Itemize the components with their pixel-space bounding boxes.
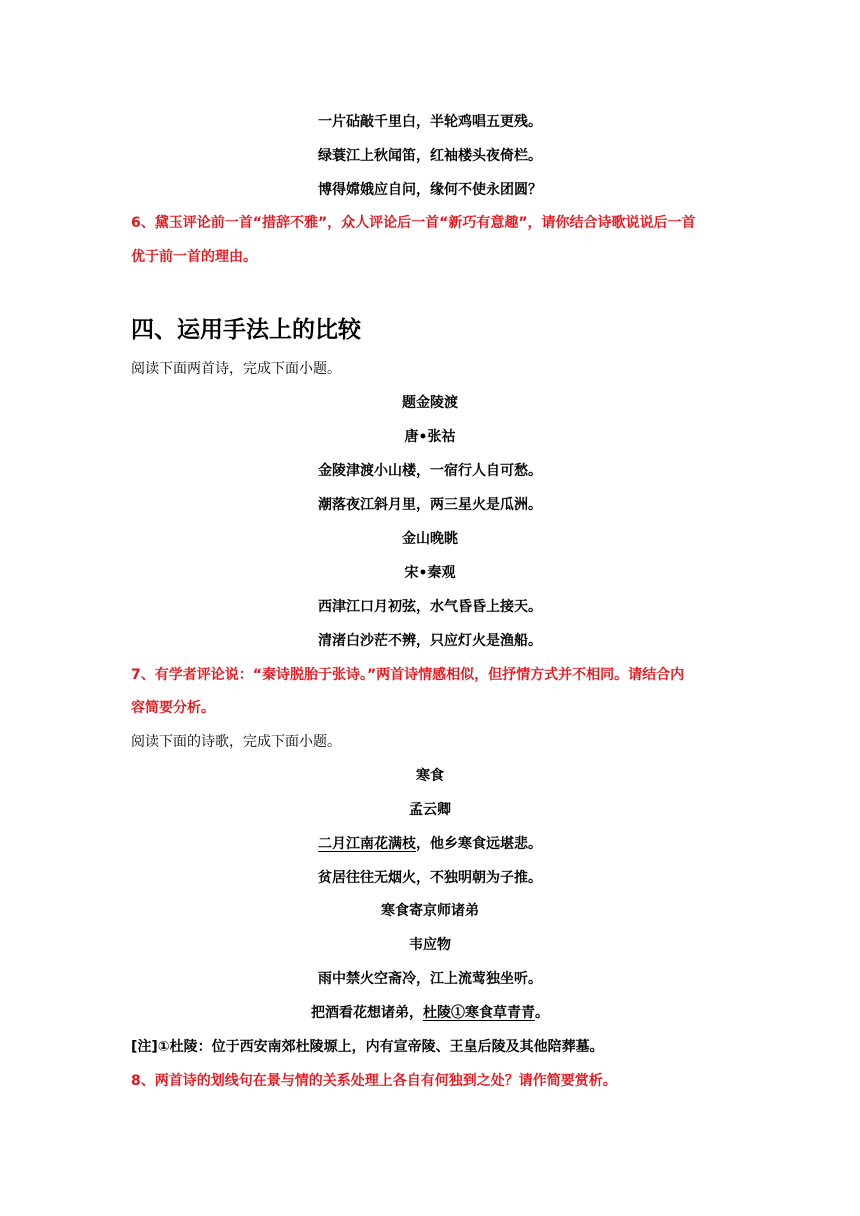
poem-line: 一片砧敲千里白，半轮鸡唱五更残。 (318, 114, 542, 130)
underlined-phrase: 二月江南花满枝 (318, 836, 416, 852)
poem-line-text: 把酒看花想诸弟， (311, 1005, 423, 1021)
poem-author: 韦应物 (409, 937, 451, 953)
question-6: 6、黛玉评论前一首“措辞不雅”，众人评论后一首“新巧有意趣”，请你结合诗歌说说后一首 (131, 215, 696, 231)
question-7-cont: 容简要分析。 (131, 700, 215, 716)
poem-title: 寒食 (416, 768, 444, 784)
annotation-note: [注]①杜陵：位于西安南郊杜陵塬上，内有宣帝陵、王皇后陵及其他陪葬墓。 (131, 1039, 604, 1055)
poem-line (0, 834, 860, 854)
question-8: 8、两首诗的划线句在景与情的关系处理上各自有何独到之处？请作简要赏析。 (131, 1073, 617, 1089)
question-6-cont: 优于前一首的理由。 (131, 249, 257, 265)
poem-line: 贫居往往无烟火，不独明朝为子推。 (318, 870, 542, 886)
poem-line (0, 1003, 860, 1023)
question-7: 7、有学者评论说：“秦诗脱胎于张诗。”两首诗情感相似，但抒情方式并不相同。请结合内 (131, 667, 685, 683)
poem-line: 潮落夜江斜月里，两三星火是瓜洲。 (318, 497, 542, 513)
poem-author: 宋•秦观 (404, 565, 456, 581)
instruction: 阅读下面两首诗，完成下面小题。 (131, 361, 341, 377)
poem-line-text: 。 (535, 1005, 549, 1021)
section-heading: 四、运用手法上的比较 (131, 317, 361, 343)
poem-line: 清渚白沙茫不辨，只应灯火是渔船。 (318, 633, 542, 649)
poem-line: 西津江口月初弦，水气昏昏上接天。 (318, 599, 542, 615)
underlined-phrase: 杜陵①寒食草青青 (423, 1005, 535, 1021)
poem-line: 博得嫦娥应自问，缘何不使永团圆？ (318, 182, 542, 198)
poem-title: 寒食寄京师诸弟 (381, 903, 479, 919)
poem-line: 雨中禁火空斋冷，江上流莺独坐听。 (318, 971, 542, 987)
poem-line-text: ，他乡寒食远堪悲。 (416, 836, 542, 852)
poem-author: 唐•张祜 (404, 429, 456, 445)
poem-author: 孟云卿 (409, 802, 451, 818)
poem-line: 绿蓑江上秋闻笛，红袖楼头夜倚栏。 (318, 148, 542, 164)
instruction: 阅读下面的诗歌，完成下面小题。 (131, 734, 341, 750)
poem-title: 题金陵渡 (402, 395, 458, 411)
poem-line: 金陵津渡小山楼，一宿行人自可愁。 (318, 463, 542, 479)
poem-title: 金山晚眺 (402, 531, 458, 547)
